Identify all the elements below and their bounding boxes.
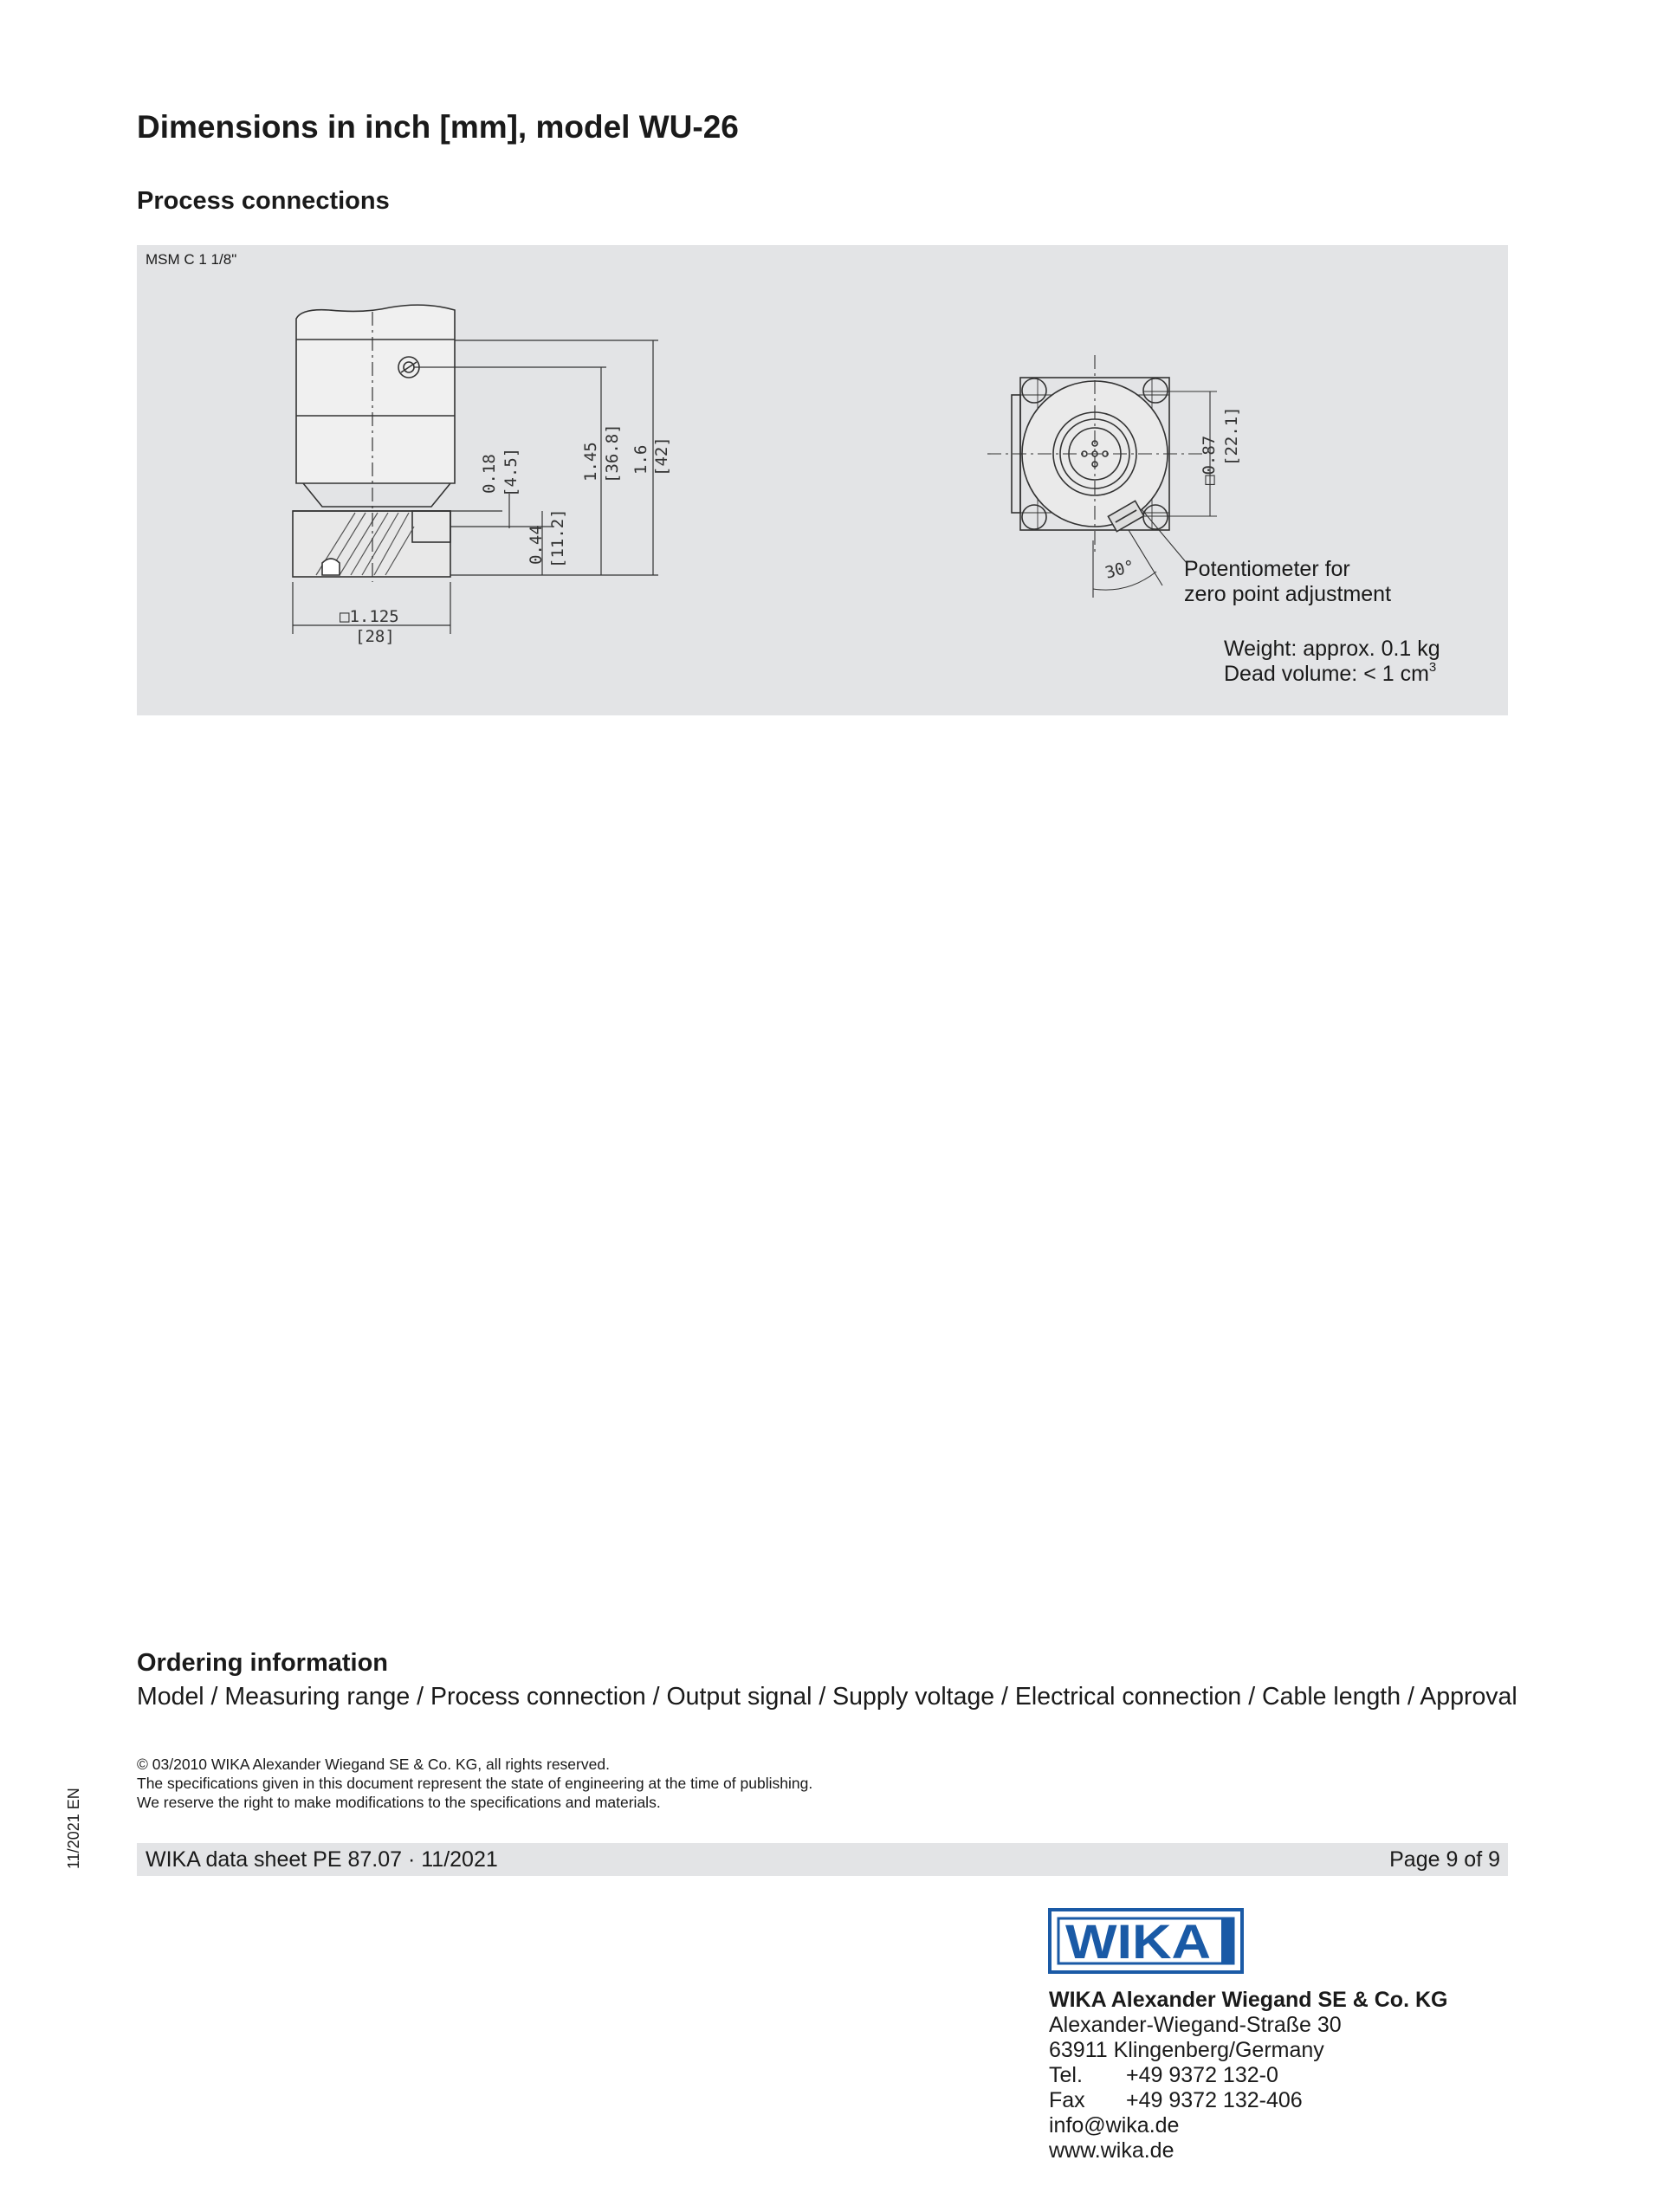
- dim-28: [28]: [355, 627, 395, 646]
- company-fax: +49 9372 132-406: [1126, 2088, 1303, 2112]
- legal-line-2: The specifications given in this document represent the state of engineering at the time of publishing.: [137, 1775, 813, 1792]
- dim-1-6: 1.6: [631, 444, 650, 475]
- dim-11-2: [11.2]: [548, 508, 567, 568]
- potentiometer-label-line1: Potentiometer for: [1184, 557, 1350, 581]
- dim-0-87: □0.87: [1200, 435, 1219, 485]
- angle-label: 30°: [1103, 556, 1137, 583]
- company-name: WIKA Alexander Wiegand SE & Co. KG: [1049, 1988, 1448, 2012]
- company-website-link[interactable]: www.wika.de: [1049, 2138, 1174, 2163]
- technical-drawing: [137, 245, 1508, 715]
- company-city: 63911 Klingenberg/Germany: [1049, 2038, 1324, 2062]
- top-view-drawing: [987, 355, 1217, 598]
- weight-note: Weight: approx. 0.1 kg: [1224, 637, 1440, 661]
- footer-page-number: Page 9 of 9: [1389, 1847, 1500, 1872]
- dim-36-8: [36.8]: [603, 424, 622, 483]
- page-title: Dimensions in inch [mm], model WU-26: [137, 109, 739, 145]
- company-street: Alexander-Wiegand-Straße 30: [1049, 2013, 1342, 2037]
- dim-0-18: 0.18: [480, 454, 499, 494]
- side-edition-code: 11/2021 EN: [65, 1788, 82, 1869]
- company-fax-label: Fax: [1049, 2088, 1085, 2112]
- footer-datasheet-ref: WIKA data sheet PE 87.07 · 11/2021: [146, 1847, 498, 1872]
- variant-label: MSM C 1 1/8": [146, 251, 237, 268]
- potentiometer-label-line2: zero point adjustment: [1184, 582, 1392, 606]
- svg-text:WIKA: WIKA: [1065, 1914, 1211, 1969]
- ordering-text: Model / Measuring range / Process connection / Output signal / Supply voltage / Electrical connection / Cable length / Approval: [137, 1683, 1517, 1711]
- dim-42: [42]: [652, 437, 671, 476]
- dim-0-44: 0.44: [527, 525, 546, 565]
- ordering-title: Ordering information: [137, 1649, 388, 1677]
- wika-logo: [1048, 1908, 1244, 1974]
- section-title: Process connections: [137, 187, 390, 215]
- dead-volume-note: Dead volume: < 1 $cm^3$: [1224, 660, 1437, 686]
- dim-1-125: □1.125: [340, 607, 399, 626]
- company-email-link[interactable]: info@wika.de: [1049, 2113, 1180, 2138]
- company-tel: +49 9372 132-0: [1126, 2063, 1278, 2087]
- dim-1-45: 1.45: [581, 442, 600, 482]
- legal-line-3: We reserve the right to make modifications to the specifications and materials.: [137, 1794, 661, 1811]
- copyright-line: © 03/2010 WIKA Alexander Wiegand SE & Co. KG, all rights reserved.: [137, 1756, 610, 1773]
- dim-4-5: [4.5]: [501, 447, 521, 497]
- dim-22-1: [22.1]: [1222, 406, 1241, 466]
- company-tel-label: Tel.: [1049, 2063, 1083, 2087]
